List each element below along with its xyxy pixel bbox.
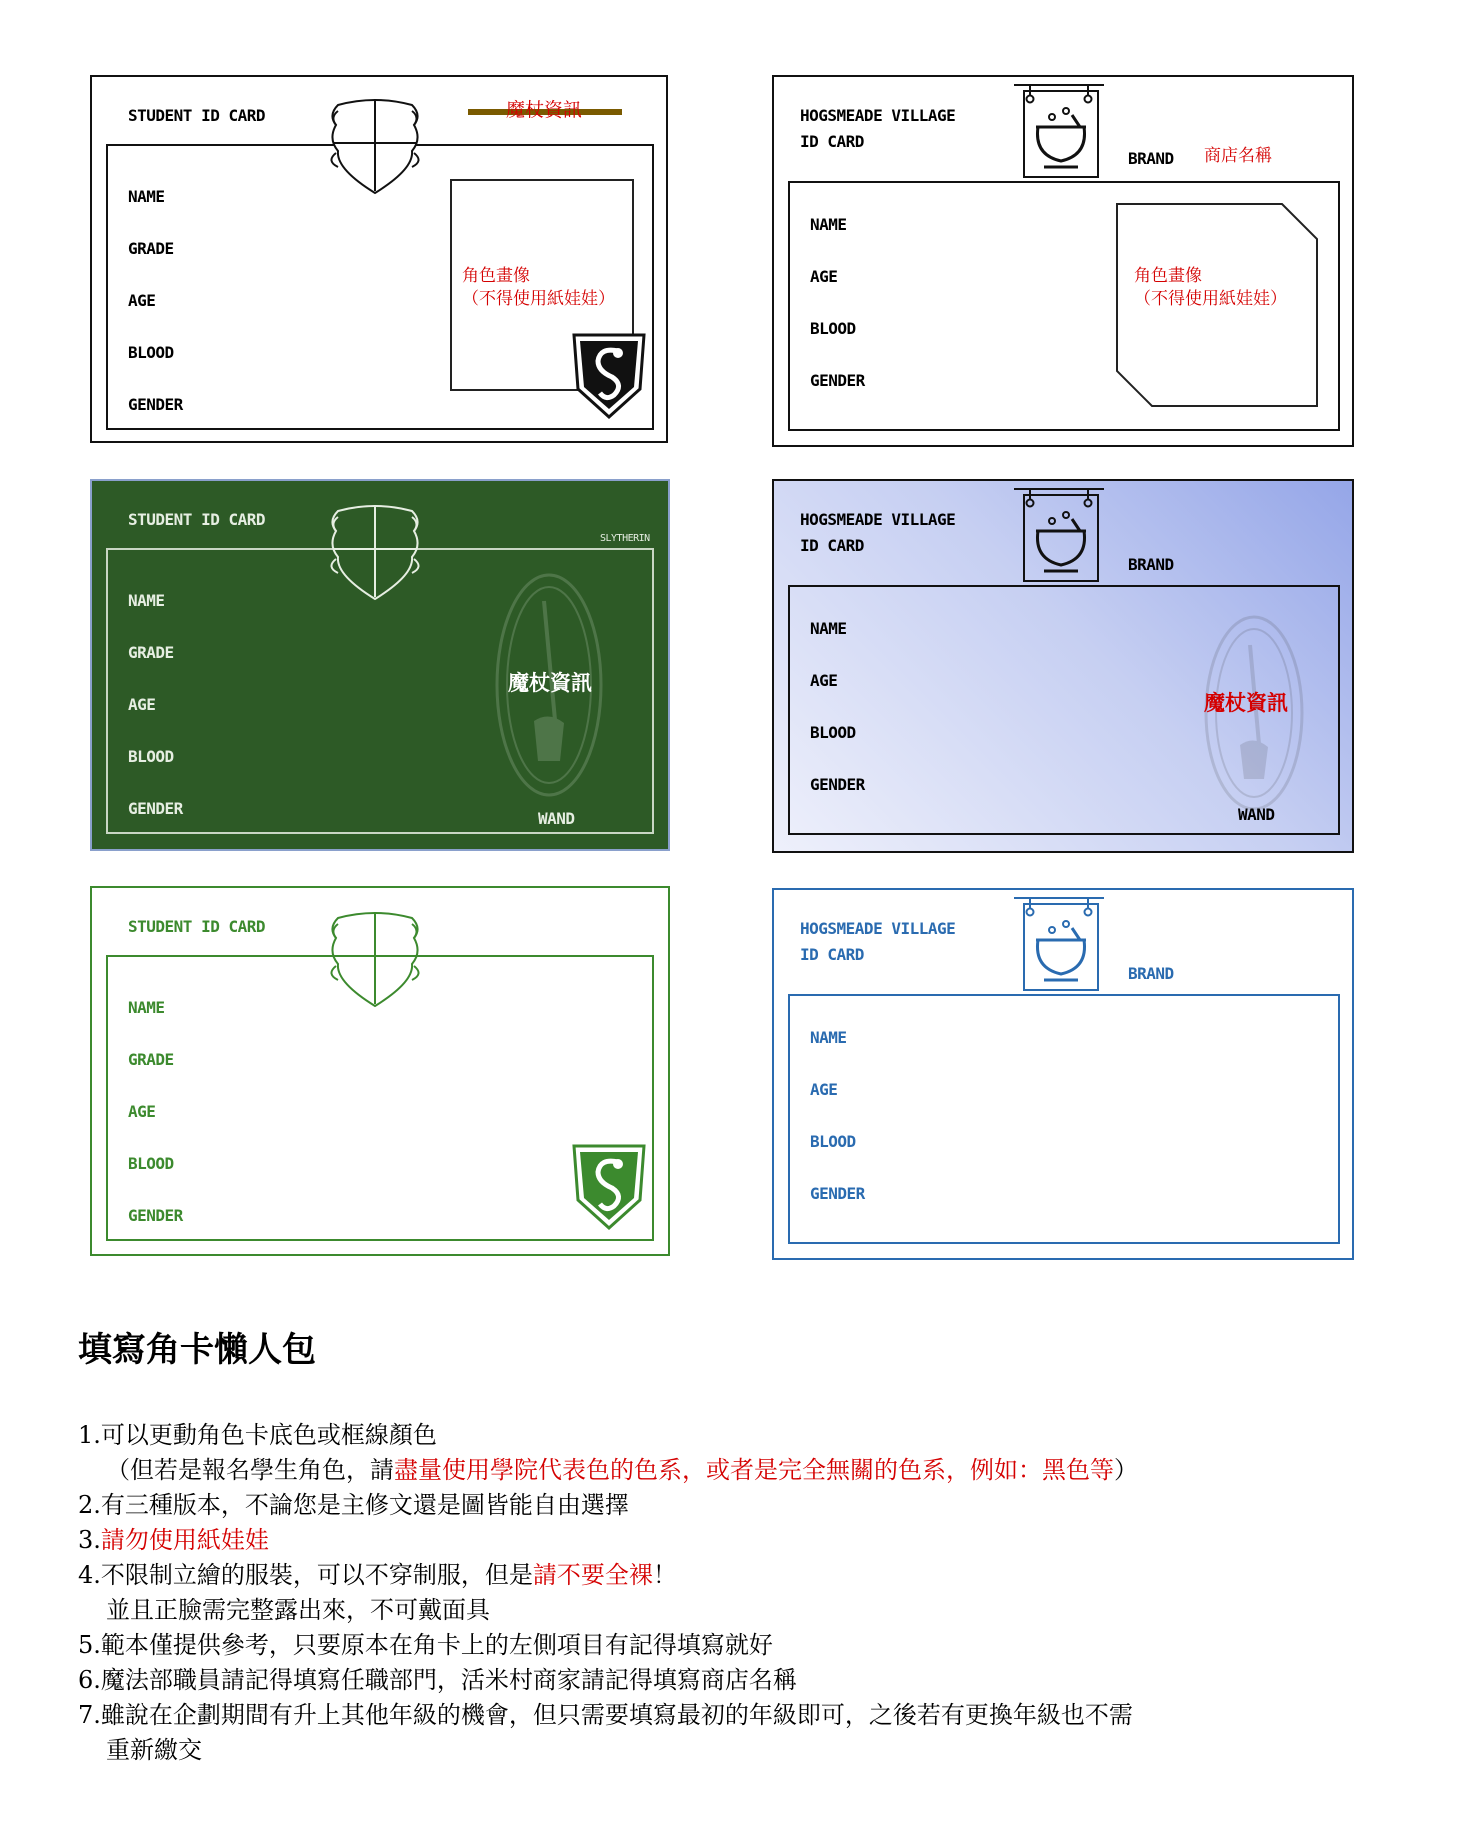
field-list: [810, 619, 865, 827]
field-gender: GENDER: [128, 799, 183, 818]
wand-info-label: 魔杖資訊: [508, 671, 592, 695]
field-name: NAME: [128, 187, 165, 206]
village-card-blue-outline: [772, 888, 1354, 1260]
card-title-line1: HOGSMEADE VILLAGE: [800, 510, 956, 529]
field-blood: BLOOD: [810, 723, 856, 742]
student-card-white: [90, 75, 668, 443]
field-gender: GENDER: [810, 1184, 865, 1203]
card-title: STUDENT ID CARD: [128, 510, 265, 529]
field-name: NAME: [128, 591, 165, 610]
brand-label: BRAND: [1128, 555, 1174, 574]
village-card-blue: [772, 479, 1354, 853]
brand-label: BRAND: [1128, 964, 1174, 983]
rule-4: 4.不限制立繪的服裝，可以不穿制服，但是請不要全裸！: [78, 1561, 677, 1589]
field-gender: GENDER: [128, 1206, 183, 1225]
field-age: AGE: [128, 291, 156, 310]
wand-label: WAND: [1238, 805, 1275, 824]
field-blood: BLOOD: [128, 1154, 174, 1173]
field-gender: GENDER: [810, 371, 865, 390]
field-grade: GRADE: [128, 1050, 174, 1069]
house-label: SLYTHERIN: [600, 533, 650, 544]
portrait-note-line1: 角色畫像: [462, 266, 530, 286]
field-list: [128, 187, 183, 447]
cauldron-sign-icon: [1014, 894, 1104, 990]
card-title: STUDENT ID CARD: [128, 106, 265, 125]
field-list: [810, 1028, 865, 1236]
field-name: NAME: [810, 619, 847, 638]
field-age: AGE: [128, 1102, 156, 1121]
rule-7: 7.雖說在企劃期間有升上其他年級的機會，但只需要填寫最初的年級即可，之後若有更換年級也不需: [78, 1701, 1133, 1729]
slytherin-shield-icon: [570, 1140, 648, 1230]
field-age: AGE: [810, 1080, 838, 1099]
wand-info-label: 魔杖資訊: [1204, 691, 1288, 715]
field-age: AGE: [128, 695, 156, 714]
card-title-line2: ID CARD: [800, 536, 864, 555]
rule-1-detail: （但若是報名學生角色，請盡量使用學院代表色的色系，或者是完全無關的色系，例如：黑色等）: [106, 1456, 1138, 1484]
field-list: [128, 998, 183, 1258]
field-list: [810, 215, 865, 423]
cauldron-sign-icon: [1014, 485, 1104, 581]
slytherin-shield-icon: [570, 329, 648, 419]
crest-icon: [328, 501, 422, 601]
field-age: AGE: [810, 267, 838, 286]
rule-4-detail: 並且正臉需完整露出來，不可戴面具: [106, 1596, 490, 1624]
field-list: [128, 591, 183, 851]
field-gender: GENDER: [810, 775, 865, 794]
portrait-note-line2: （不得使用紙娃娃）: [1134, 289, 1287, 309]
crest-icon: [328, 908, 422, 1008]
rule-7-detail: 重新繳交: [106, 1736, 202, 1764]
field-blood: BLOOD: [128, 343, 174, 362]
field-blood: BLOOD: [810, 319, 856, 338]
rule-1: 1.可以更動角色卡底色或框線顏色: [78, 1421, 437, 1449]
student-card-green: [90, 479, 670, 851]
field-blood: BLOOD: [128, 747, 174, 766]
student-card-green-outline: [90, 886, 670, 1256]
rules-list: [78, 1418, 1138, 1768]
wand-info-label: 魔杖資訊: [506, 99, 583, 121]
card-inner-frame: [788, 994, 1340, 1244]
rule-2: 2.有三種版本，不論您是主修文還是圖皆能自由選擇: [78, 1491, 629, 1519]
card-title-line2: ID CARD: [800, 132, 864, 151]
field-name: NAME: [810, 1028, 847, 1047]
crest-icon: [328, 95, 422, 195]
cauldron-sign-icon: [1014, 81, 1104, 177]
field-grade: GRADE: [128, 643, 174, 662]
rule-6: 6.魔法部職員請記得填寫任職部門，活米村商家請記得填寫商店名稱: [78, 1666, 797, 1694]
portrait-note-line1: 角色畫像: [1134, 266, 1202, 286]
field-name: NAME: [810, 215, 847, 234]
field-name: NAME: [128, 998, 165, 1017]
field-grade: GRADE: [128, 239, 174, 258]
guide-heading: 填寫角卡懶人包: [78, 1330, 316, 1370]
card-title: STUDENT ID CARD: [128, 917, 265, 936]
village-card-white: [772, 75, 1354, 447]
rule-3: 3.請勿使用紙娃娃: [78, 1526, 269, 1554]
card-title-line1: HOGSMEADE VILLAGE: [800, 106, 956, 125]
card-title-line1: HOGSMEADE VILLAGE: [800, 919, 956, 938]
shop-name-note: 商店名稱: [1204, 146, 1272, 166]
portrait-note-line2: （不得使用紙娃娃）: [462, 289, 615, 309]
rule-5: 5.範本僅提供參考，只要原本在角卡上的左側項目有記得填寫就好: [78, 1631, 773, 1659]
field-gender: GENDER: [128, 395, 183, 414]
brand-label: BRAND: [1128, 149, 1174, 168]
wand-label: WAND: [538, 809, 575, 828]
field-blood: BLOOD: [810, 1132, 856, 1151]
card-title-line2: ID CARD: [800, 945, 864, 964]
field-age: AGE: [810, 671, 838, 690]
